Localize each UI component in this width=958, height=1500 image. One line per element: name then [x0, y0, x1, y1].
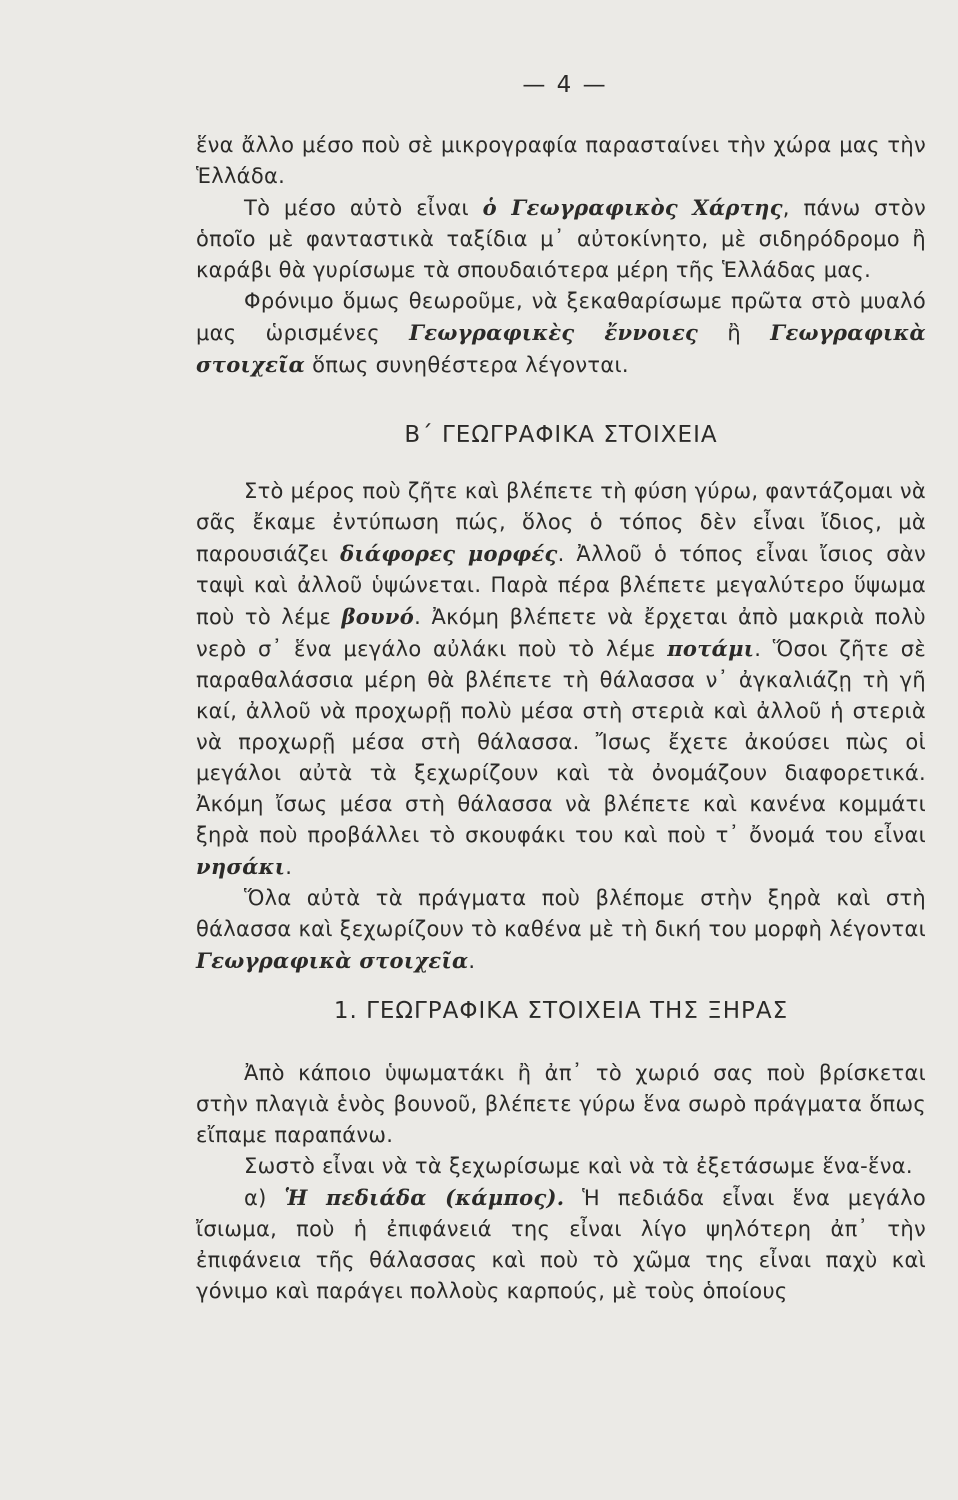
page-number: — 4 — — [522, 72, 608, 98]
intro-text — [196, 130, 926, 381]
section-heading: 1. ΓΕΩΓΡΑΦΙΚΑ ΣΤΟΙΧΕΙΑ ΤΗΣ ΞΗΡΑΣ — [333, 998, 789, 1024]
paragraph: Ἀπὸ κάποιο ὑψωματάκι ἢ ἀπ᾽ τὸ χωριό σας ποὺ βρίσκεται στὴν πλαγιὰ ἑνὸς βουνοῦ, βλέπετε γύρω ἕνα σωρὸ πράγματα ὅπως εἴπαμε παραπάνω. — [196, 1061, 926, 1147]
paragraph: ἕνα ἄλλο μέσο ποὺ σὲ μικρογραφία παρασταίνει τὴν χώρα μας τὴν Ἑλλάδα. — [196, 133, 926, 188]
paragraph: Τὸ μέσο αὐτὸ εἶναι ὁ Γεωγραφικὸς Χάρτης, πάνω στὸν ὁποῖο μὲ φανταστικὰ ταξίδια μ᾽ αὐτοκίνητο, μὲ σιδηρόδρομο ἢ καράβι θὰ γυρίσωμε τὰ σπουδαιότερα μέρη τῆς Ἑλλάδας μας. — [196, 195, 926, 282]
paragraph: Φρόνιμο ὅμως θεωροῦμε, νὰ ξεκαθαρίσωμε πρῶτα στὸ μυαλό μας ὡρισμένες Γεωγραφικὲς ἔννοιες ἢ Γεωγραφικὰ στοιχεῖα ὅπως συνηθέστερα λέγονται. — [196, 289, 926, 377]
paragraph: Στὸ μέρος ποὺ ζῆτε καὶ βλέπετε τὴ φύση γύρω, φαντάζομαι νὰ σᾶς ἔκαμε ἐντύπωση πώς, ὅλος ὁ τόπος δὲν εἶναι ἴδιος, μὰ παρουσιάζει διάφορες μορφές. Ἀλλοῦ ὁ τόπος εἶναι ἴσιος σὰν ταψὶ καὶ ἀλλοῦ ὑψώνεται. Παρὰ πέρα βλέπετε μεγαλύτερο ὕψωμα ποὺ τὸ λέμε βουνό. Ἀκόμη βλέπετε νὰ ἔρχεται ἀπὸ μακριὰ πολὺ νερὸ σ᾽ ἕνα μεγάλο αὐλάκι ποὺ τὸ λέμε ποτάμι. Ὅσοι ζῆτε σὲ παραθαλάσσια μέρη θὰ βλέπετε τὴ θάλασσα ν᾽ ἀγκαλιάζῃ τὴ γῆ καί, ἀλλοῦ νὰ προχωρῇ πολὺ μέσα στὴ στεριὰ καὶ ἀλλοῦ ἡ στεριὰ νὰ προχωρῇ μέσα στὴ θάλασσα. Ἴσως ἔχετε ἀκούσει πὼς οἱ μεγάλοι αὐτὰ τὰ ξεχωρίζουν καὶ τὰ ὀνομάζουν διαφορετικά. Ἀκόμη ἴσως μέσα στὴ θάλασσα νὰ βλέπετε καὶ κανένα κομμάτι ξηρὰ ποὺ προβάλλει τὸ σκουφάκι του καὶ ποὺ τ᾽ ὄνομά του εἶναι νησάκι. — [196, 479, 927, 879]
section-heading: Β΄ ΓΕΩΓΡΑΦΙΚΑ ΣΤΟΙΧΕΙΑ — [404, 422, 718, 448]
paragraph: Ὅλα αὐτὰ τὰ πράγματα ποὺ βλέπομε στὴν ξηρὰ καὶ στὴ θάλασσα καὶ ξεχωρίζουν τὸ καθένα μὲ τὴ δική του μορφὴ λέγονται Γεωγραφικὰ στοιχεῖα. — [196, 886, 926, 973]
paragraph: α) Ἡ πεδιάδα (κάμπος). Ἡ πεδιάδα εἶναι ἕνα μεγάλο ἴσιωμα, ποὺ ἡ ἐπιφάνειά της εἶναι λίγο ψηλότερη ἀπ᾽ τὴν ἐπιφάνεια τῆς θάλασσας καὶ ποὺ τὸ χῶμα της εἶναι παχὺ καὶ γόνιμο καὶ παράγει πολλοὺς καρπούς, μὲ τοὺς ὁποίους — [196, 1185, 926, 1303]
paragraph: Σωστὸ εἶναι νὰ τὰ ξεχωρίσωμε καὶ νὰ τὰ ἐξετάσωμε ἕνα-ἕνα. — [244, 1154, 913, 1178]
section-1-text — [196, 1058, 926, 1307]
section-b-text — [196, 476, 926, 977]
